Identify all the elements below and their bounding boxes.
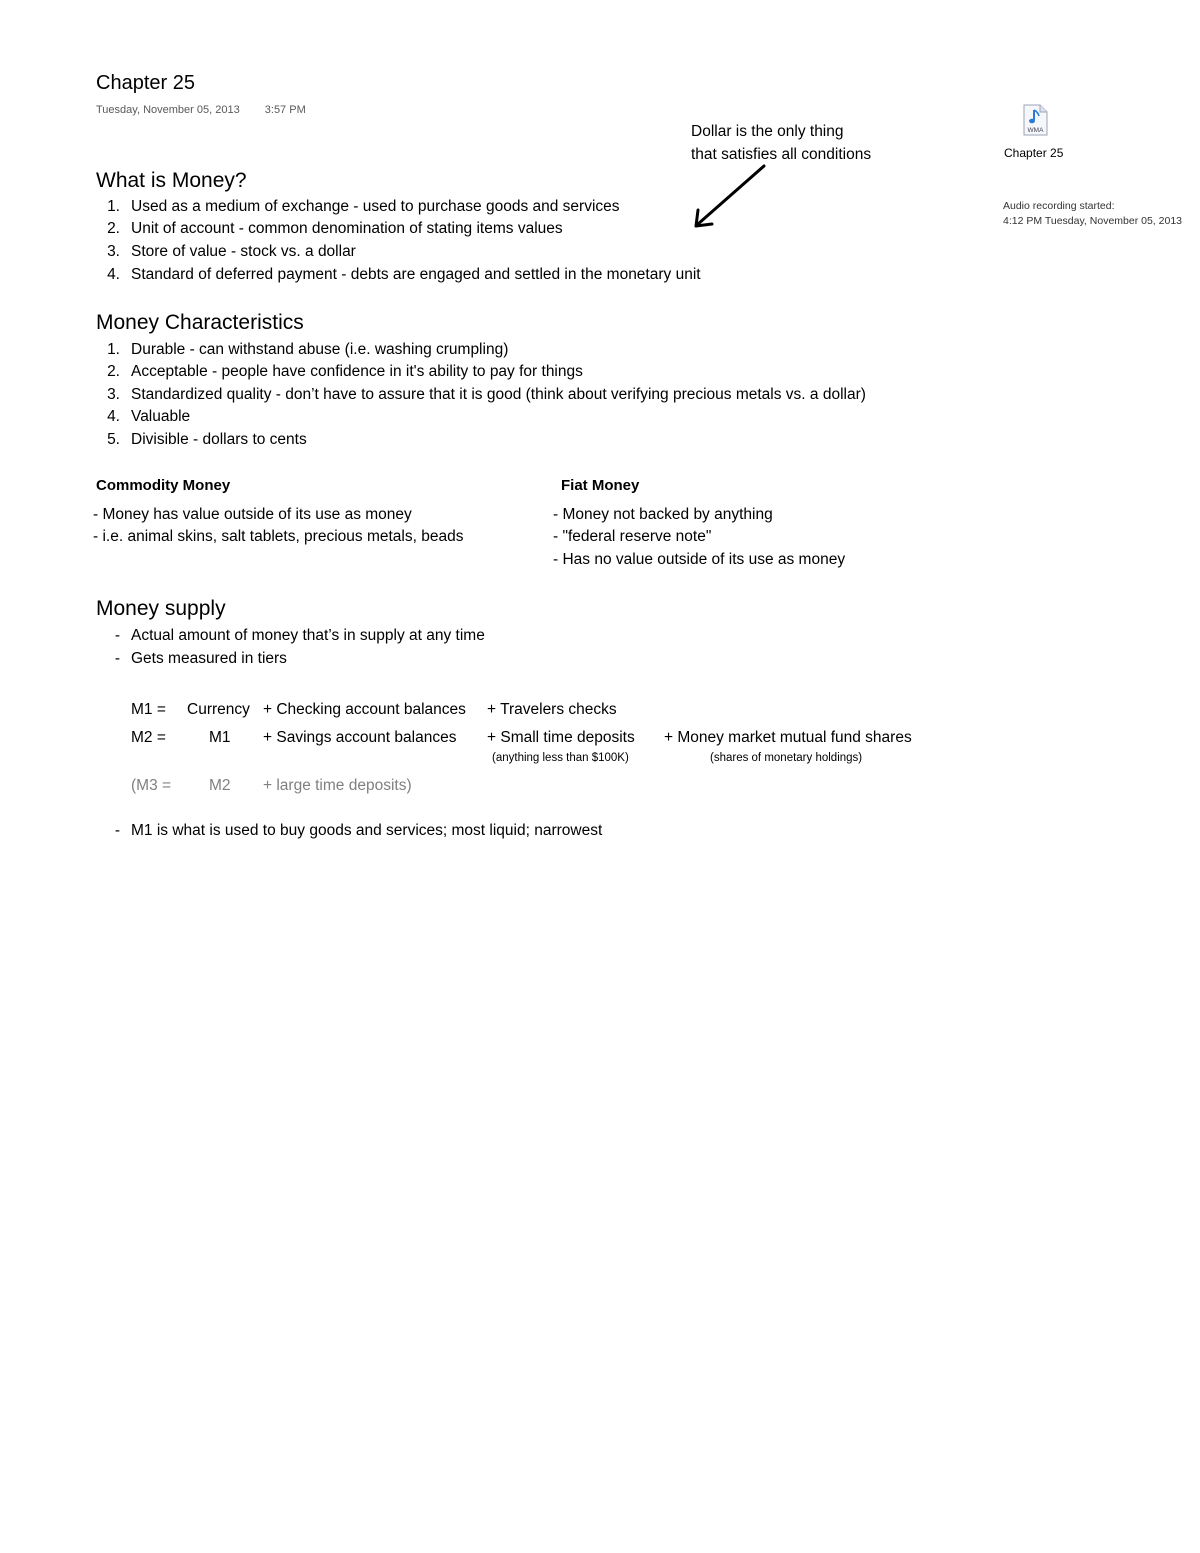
- annotation-line-1: Dollar is the only thing: [691, 123, 844, 140]
- ink-arrow: [688, 160, 773, 235]
- section-heading-what-is-money: What is Money?: [96, 169, 247, 192]
- formula-note-mmmf: (shares of monetary holdings): [710, 752, 863, 764]
- audio-recording-time: 4:12 PM Tuesday, November 05, 2013: [1003, 215, 1182, 227]
- annotation-line-2: that satisfies all conditions: [691, 146, 872, 163]
- commodity-line: - i.e. animal skins, salt tablets, precious metals, beads: [93, 528, 464, 545]
- page-meta: [96, 104, 328, 116]
- formula-note-small-deposits: (anything less than $100K): [492, 752, 629, 764]
- section-heading-money-supply: Money supply: [96, 597, 226, 620]
- audio-recording-label: Audio recording started:: [1003, 200, 1115, 212]
- audio-recording-note: [1003, 199, 1182, 229]
- fiat-line: - Money not backed by anything: [553, 506, 773, 523]
- wma-audio-file-icon[interactable]: [1022, 104, 1048, 136]
- page-date: Tuesday, November 05, 2013: [96, 104, 240, 116]
- fiat-money-heading: Fiat Money: [561, 477, 640, 494]
- page-title: Chapter 25: [96, 72, 195, 94]
- wma-icon-label: WMA: [1027, 127, 1044, 134]
- fiat-line: - "federal reserve note": [553, 528, 712, 545]
- fiat-line: - Has no value outside of its use as money: [553, 551, 846, 568]
- attachment-name[interactable]: Chapter 25: [1004, 146, 1064, 160]
- commodity-line: - Money has value outside of its use as money: [93, 506, 412, 523]
- section-heading-money-characteristics: Money Characteristics: [96, 311, 304, 334]
- commodity-money-heading: Commodity Money: [96, 477, 231, 494]
- page-time: 3:57 PM: [264, 104, 306, 116]
